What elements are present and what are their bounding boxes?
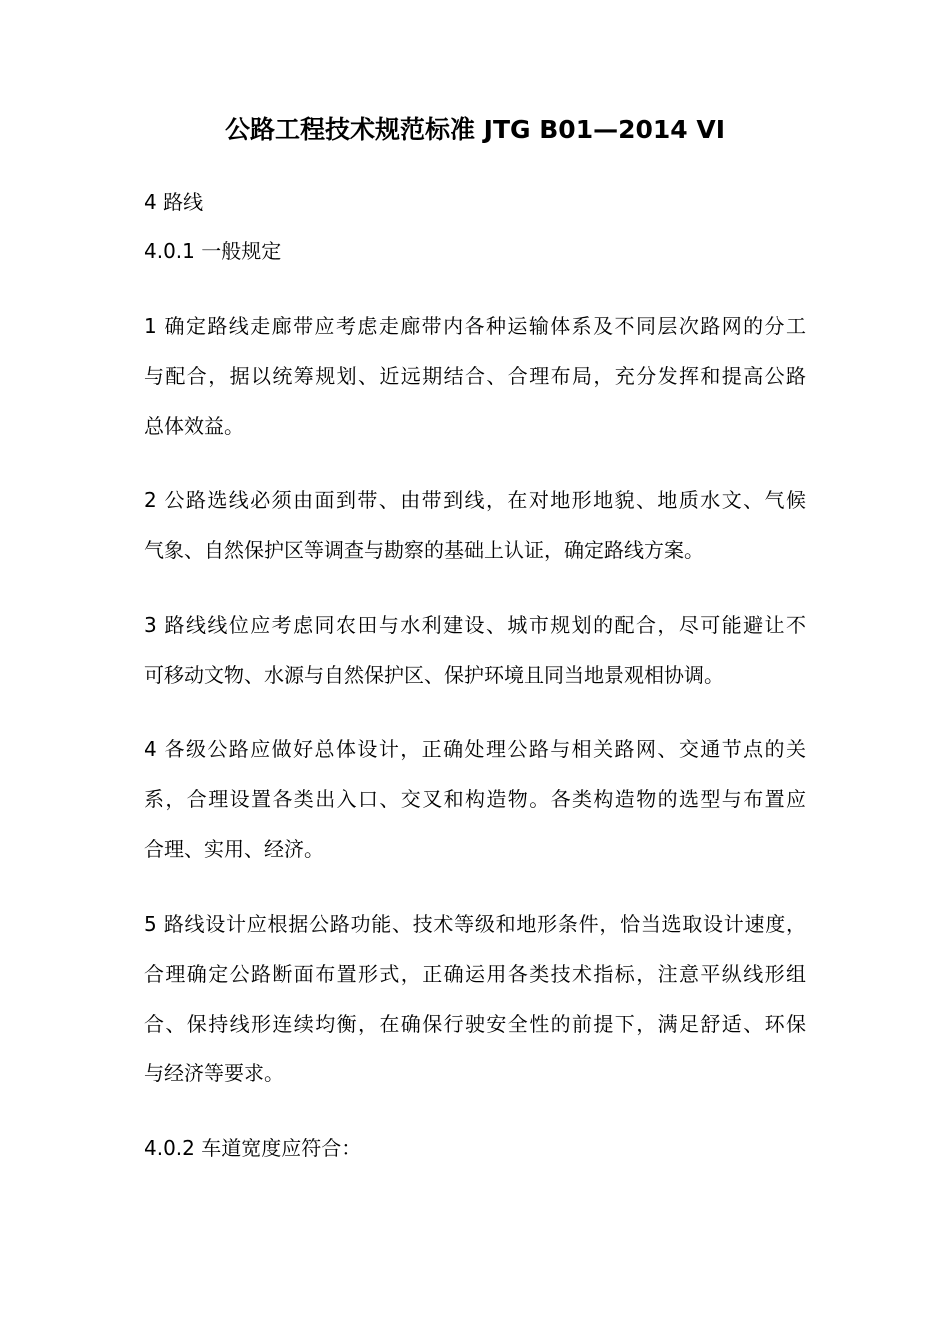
paragraph-line: 系，合理设置各类出入口、交叉和构造物。各类构造物的选型与布置应 — [144, 787, 806, 811]
paragraph-line: 合、保持线形连续均衡，在确保行驶安全性的前提下，满足舒适、环保 — [144, 1012, 806, 1036]
paragraph-line: 与配合，据以统筹规划、近远期结合、合理布局，充分发挥和提高公路 — [144, 364, 806, 388]
subsection-heading-4-0-1: 4.0.1 一般规定 — [144, 239, 282, 263]
paragraph-line: 4 各级公路应做好总体设计，正确处理公路与相关路网、交通节点的关 — [144, 737, 806, 761]
subsection-heading-4-0-2: 4.0.2 车道宽度应符合： — [144, 1136, 362, 1160]
paragraph-line: 与经济等要求。 — [144, 1061, 284, 1085]
paragraph-line: 2 公路选线必须由面到带、由带到线，在对地形地貌、地质水文、气候 — [144, 488, 806, 512]
paragraph-line: 5 路线设计应根据公路功能、技术等级和地形条件，恰当选取设计速度， — [144, 912, 806, 936]
paragraph-line: 1 确定路线走廊带应考虑走廊带内各种运输体系及不同层次路网的分工 — [144, 314, 806, 338]
paragraph-line: 3 路线线位应考虑同农田与水利建设、城市规划的配合，尽可能避让不 — [144, 613, 806, 637]
section-heading: 4 路线 — [144, 190, 204, 214]
paragraph-line: 总体效益。 — [144, 414, 244, 438]
document-title: 公路工程技术规范标准 JTG B01—2014 VI — [224, 115, 726, 144]
paragraph-line: 可移动文物、水源与自然保护区、保护环境且同当地景观相协调。 — [144, 663, 724, 687]
paragraph-line: 合理确定公路断面布置形式，正确运用各类技术指标，注意平纵线形组 — [144, 962, 806, 986]
paragraph-line: 气象、自然保护区等调查与勘察的基础上认证，确定路线方案。 — [144, 538, 704, 562]
paragraph-line: 合理、实用、经济。 — [144, 837, 324, 861]
